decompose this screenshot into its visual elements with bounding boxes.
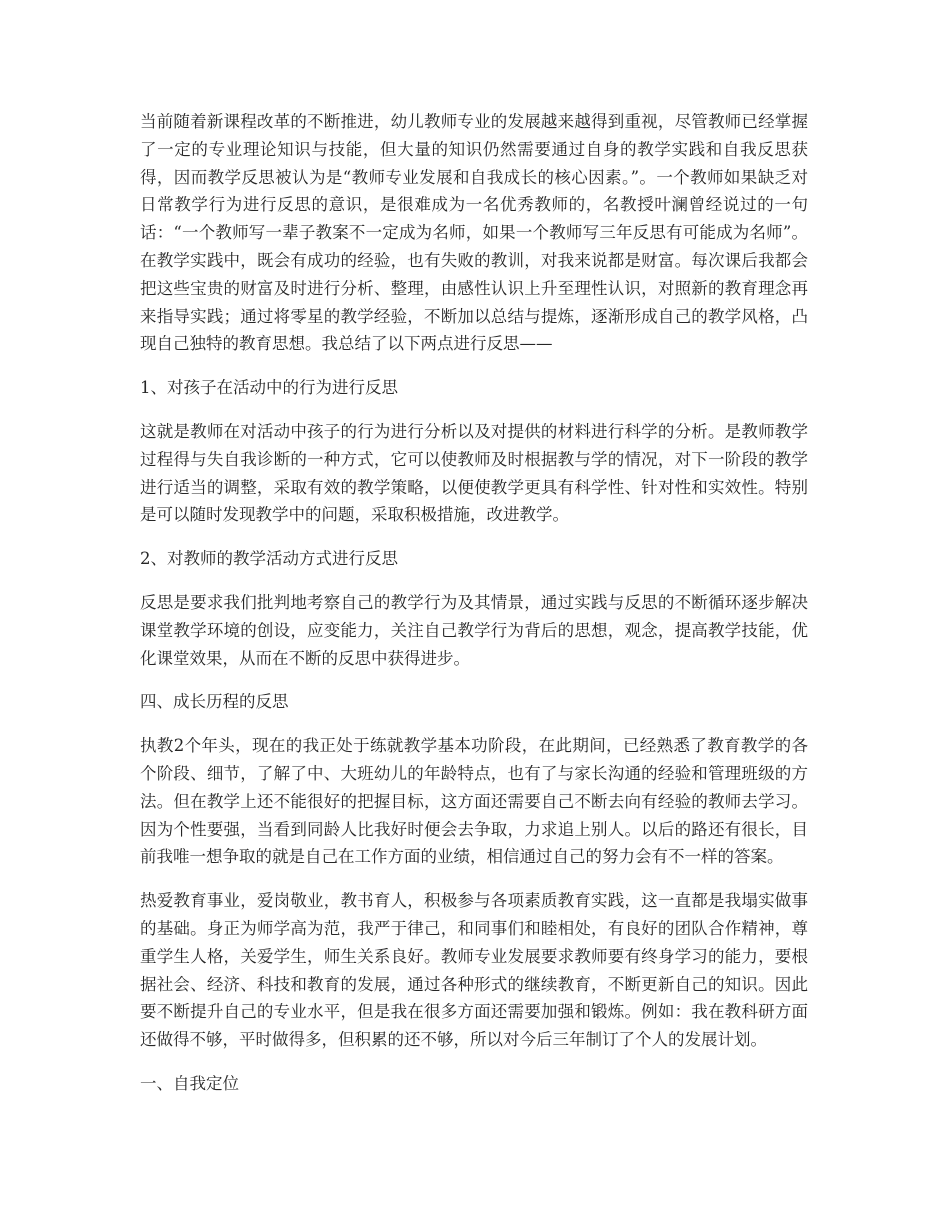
child-behavior-paragraph: 这就是教师在对活动中孩子的行为进行分析以及对提供的材料进行科学的分析。是教师教学过程得与失自我诊断的一种方式，它可以使教师及时根据教与学的情况，对下一阶段的教学进行适当的调整，采取有效的教学策略，以便使教学更具有科学性、针对性和实效性。特别是可以随时发现教学中的问题，采取积极措施，改进教学。 xyxy=(140,421,808,525)
intro-paragraph: 当前随着新课程改革的不断推进，幼儿教师专业的发展越来越得到重视，尽管教师已经掌握了一定的专业理论知识与技能，但大量的知识仍然需要通过自身的教学实践和自我反思获得，因而教学反思被认为是“教师专业发展和自我成长的核心因素。”。一个教师如果缺乏对日常教学行为进行反思的意识，是很难成为一名优秀教师的，名教授叶澜曾经说过的一句话：“一个教师写一辈子教案不一定成为名师，如果一个教师写三年反思有可能成为名师”。在教学实践中，既会有成功的经验，也有失败的教训，对我来说都是财富。每次课后我都会把这些宝贵的财富及时进行分析、整理，由感性认识上升至理性认识，对照新的教育理念再来指导实践；通过将零星的教学经验，不断加以总结与提炼，逐渐形成自己的教学风格，凸现自己独特的教育思想。我总结了以下两点进行反思—— xyxy=(140,112,808,354)
section-heading-growth-reflection: 四、成长历程的反思 xyxy=(140,692,289,712)
section-heading-teaching-method: 2、对教师的教学活动方式进行反思 xyxy=(140,549,398,569)
document-body xyxy=(140,108,808,1114)
teaching-method-paragraph: 反思是要求我们批判地考察自己的教学行为及其情景，通过实践与反思的不断循环逐步解决课堂教学环境的创设，应变能力，关注自己教学行为背后的思想，观念，提高教学技能，优化课堂效果，从而在不断的反思中获得进步。 xyxy=(140,592,808,668)
growth-reflection-paragraph: 执教2个年头，现在的我正处于练就教学基本功阶段，在此期间，已经熟悉了教育教学的各个阶段、细节，了解了中、大班幼儿的年龄特点，也有了与家长沟通的经验和管理班级的方法。但在教学上还不能很好的把握目标，这方面还需要自己不断去向有经验的教师去学习。因为个性要强，当看到同龄人比我好时便会去争取，力求追上别人。以后的路还有很长，目前我唯一想争取的就是自己在工作方面的业绩，相信通过自己的努力会有不一样的答案。 xyxy=(140,736,808,867)
professional-development-paragraph: 热爱教育事业，爱岗敬业，教书育人，积极参与各项素质教育实践，这一直都是我塌实做事的基础。身正为师学高为范，我严于律己，和同事们和睦相处，有良好的团队合作精神，尊重学生人格，关爱学生，师生关系良好。教师专业发展要求教师要有终身学习的能力，要根据社会、经济、科技和教育的发展，通过各种形式的继续教育，不断更新自己的知识。因此要不断提升自己的专业水平，但是我在很多方面还需要加强和锻炼。例如：我在教科研方面还做得不够，平时做得多，但积累的还不够，所以对今后三年制订了个人的发展计划。 xyxy=(140,891,808,1050)
section-heading-child-behavior: 1、对孩子在活动中的行为进行反思 xyxy=(140,378,398,398)
section-heading-self-positioning: 一、自我定位 xyxy=(140,1073,239,1093)
